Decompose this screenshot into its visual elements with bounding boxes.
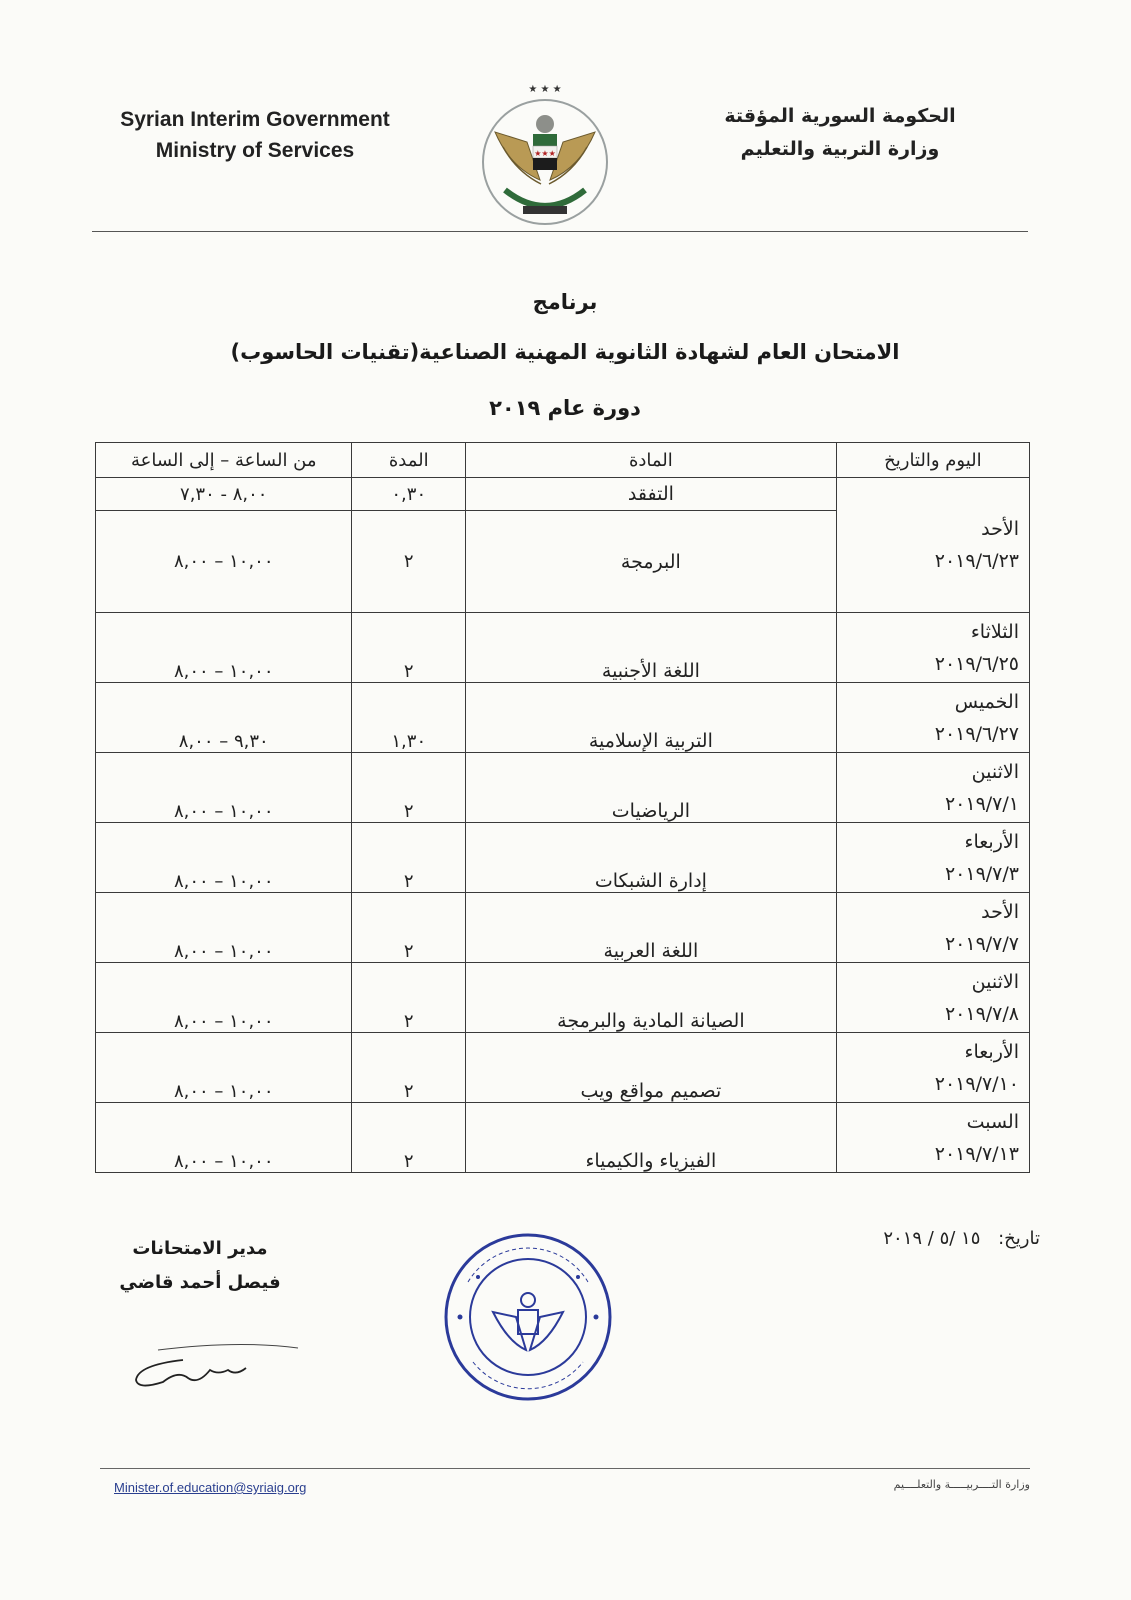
day-cell	[836, 1033, 1029, 1103]
subject-cell: الصيانة المادية والبرمجة	[466, 963, 837, 1033]
duration-cell: ٠,٣٠	[352, 478, 466, 511]
day-name: الأحد	[981, 518, 1019, 540]
subject-cell: الرياضيات	[466, 753, 837, 823]
header-day: اليوم والتاريخ	[836, 443, 1029, 478]
time-cell: ١٠,٠٠ – ٨,٠٠	[96, 893, 352, 963]
government-emblem-icon	[465, 72, 625, 237]
day-cell	[836, 478, 1029, 613]
signature-icon	[118, 1340, 318, 1410]
time-cell: ١٠,٠٠ – ٨,٠٠	[96, 511, 352, 613]
subject-cell: اللغة الأجنبية	[466, 613, 837, 683]
day-date: ٢٠١٩/٧/٣	[944, 862, 1019, 885]
day-cell	[836, 613, 1029, 683]
duration-cell: ١,٣٠	[352, 683, 466, 753]
svg-text:★★★: ★★★	[534, 149, 556, 158]
doc-title-session: دورة عام ٢٠١٩	[489, 396, 641, 420]
time-cell: ١٠,٠٠ – ٨,٠٠	[96, 963, 352, 1033]
day-cell	[836, 1103, 1029, 1173]
time-cell: ١٠,٠٠ – ٨,٠٠	[96, 1033, 352, 1103]
day-date: ٢٠١٩/٧/٧	[944, 932, 1019, 955]
header-en-ministry: Ministry of Services	[155, 139, 355, 162]
time-cell: ١٠,٠٠ – ٨,٠٠	[96, 1103, 352, 1173]
day-name: الأحد	[981, 900, 1019, 923]
time-cell: ١٠,٠٠ – ٨,٠٠	[96, 613, 352, 683]
day-date: ٢٠١٩/٧/١٠	[934, 1072, 1019, 1095]
issue-date-label: تاريخ:	[998, 1228, 1040, 1249]
day-cell	[836, 753, 1029, 823]
table-row	[96, 478, 1030, 511]
duration-cell: ٢	[352, 511, 466, 613]
day-name: الاثنين	[971, 760, 1019, 783]
subject-cell: التربية الإسلامية	[466, 683, 837, 753]
day-date: ٢٠١٩/٧/١	[944, 792, 1019, 815]
exam-schedule-table	[95, 442, 1030, 1173]
table-row	[96, 613, 1030, 683]
day-name: الأربعاء	[964, 830, 1019, 853]
header-subject: المادة	[466, 443, 837, 478]
table-header-row	[96, 443, 1030, 478]
subject-cell: الفيزياء والكيمياء	[466, 1103, 837, 1173]
duration-cell: ٢	[352, 963, 466, 1033]
day-date: ٢٠١٩/٧/١٣	[934, 1142, 1019, 1165]
header-arabic	[720, 100, 960, 166]
header-ar-government: الحكومة السورية المؤقتة	[724, 105, 956, 127]
table-row	[96, 1103, 1030, 1173]
day-cell	[836, 893, 1029, 963]
doc-title-exam: الامتحان العام لشهادة الثانوية المهنية الصناعية(تقنيات الحاسوب)	[230, 340, 900, 364]
day-date: ٢٠١٩/٦/٢٣	[934, 550, 1019, 572]
issue-date	[770, 1228, 1040, 1249]
day-cell	[836, 823, 1029, 893]
table-row	[96, 1033, 1030, 1103]
day-name: الأربعاء	[964, 1040, 1019, 1063]
header-time: من الساعة – إلى الساعة	[96, 443, 352, 478]
header-english	[100, 104, 410, 166]
duration-cell: ٢	[352, 1103, 466, 1173]
day-date: ٢٠١٩/٧/٨	[944, 1002, 1019, 1025]
day-name: الثلاثاء	[970, 620, 1019, 643]
director-name: فيصل أحمد قاضي	[119, 1272, 281, 1293]
email-link[interactable]: Minister.of.education@syriaig.org	[114, 1480, 307, 1495]
table-row	[96, 823, 1030, 893]
header-ar-ministry: وزارة التربية والتعليم	[740, 138, 940, 160]
day-name: السبت	[966, 1110, 1019, 1133]
table-row	[96, 963, 1030, 1033]
table-row	[96, 893, 1030, 963]
table-row	[96, 683, 1030, 753]
table-row	[96, 753, 1030, 823]
ministry-footer-text: وزارة التــــربيـــــة والتعلــــيم	[893, 1478, 1030, 1491]
day-name: الاثنين	[971, 970, 1019, 993]
exam-director	[90, 1232, 310, 1300]
ministry-stamp-icon	[438, 1222, 618, 1412]
subject-cell: إدارة الشبكات	[466, 823, 837, 893]
day-cell	[836, 683, 1029, 753]
duration-cell: ٢	[352, 823, 466, 893]
day-date: ٢٠١٩/٦/٢٧	[934, 722, 1019, 745]
time-cell: ١٠,٠٠ – ٨,٠٠	[96, 753, 352, 823]
header-divider	[92, 231, 1028, 232]
subject-cell: اللغة العربية	[466, 893, 837, 963]
doc-title-program: برنامج	[532, 290, 598, 314]
header-en-government: Syrian Interim Government	[120, 108, 390, 131]
subject-cell: تصميم مواقع ويب	[466, 1033, 837, 1103]
issue-date-value: ١٥ /٥ / ٢٠١٩	[883, 1228, 981, 1249]
time-cell: ٩,٣٠ – ٨,٠٠	[96, 683, 352, 753]
header-duration: المدة	[352, 443, 466, 478]
svg-text:★ ★ ★: ★ ★ ★	[528, 84, 562, 95]
director-title: مدير الامتحانات	[132, 1238, 268, 1259]
time-cell: ١٠,٠٠ – ٨,٠٠	[96, 823, 352, 893]
subject-cell: البرمجة	[466, 511, 837, 613]
duration-cell: ٢	[352, 613, 466, 683]
duration-cell: ٢	[352, 753, 466, 823]
day-date: ٢٠١٩/٦/٢٥	[934, 652, 1019, 675]
time-cell: ٨,٠٠ - ٧,٣٠	[96, 478, 352, 511]
day-name: الخميس	[954, 690, 1019, 713]
footer-divider	[100, 1468, 1030, 1469]
duration-cell: ٢	[352, 1033, 466, 1103]
day-cell	[836, 963, 1029, 1033]
subject-cell: التفقد	[466, 478, 837, 511]
duration-cell: ٢	[352, 893, 466, 963]
